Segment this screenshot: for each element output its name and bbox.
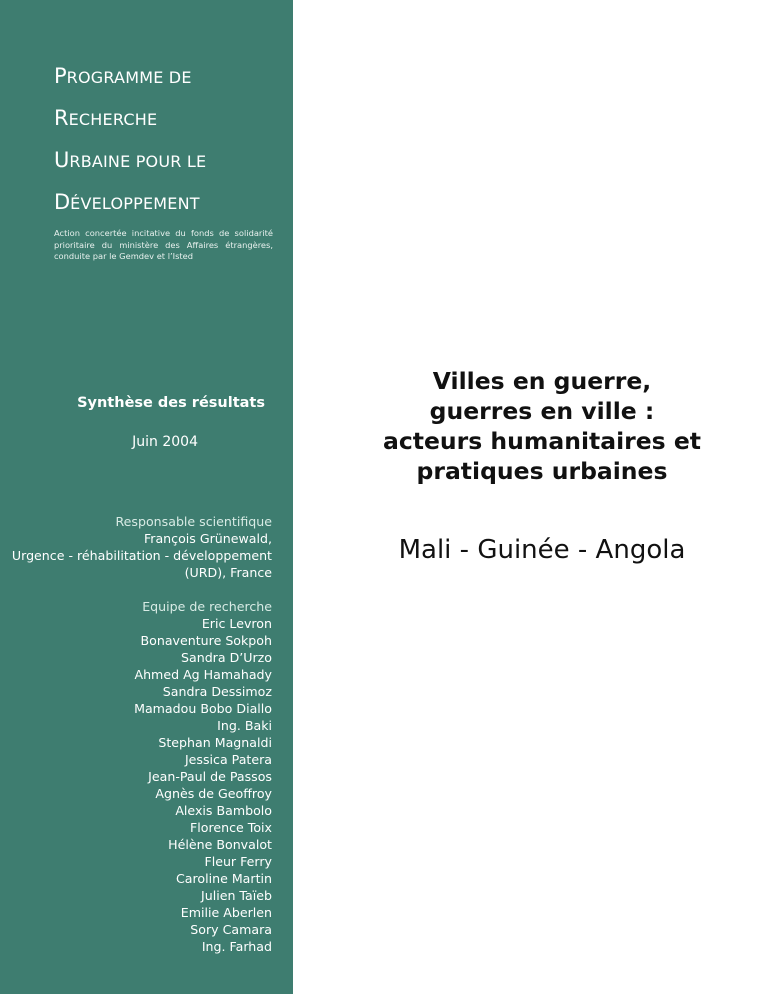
team-member: Sandra Dessimoz [162,684,272,699]
team-member: Julien Taïeb [201,888,272,903]
sidebar-panel [0,0,293,994]
responsable-org-line: Urgence - réhabilitation - développement [11,548,272,563]
program-title-initial: P [54,64,67,88]
team-member: Stephan Magnaldi [158,735,272,750]
program-title [54,54,206,222]
team-member: Ahmed Ag Hamahady [134,667,272,682]
team-member: Sandra D’Urzo [181,650,272,665]
team-block [134,598,272,955]
team-member: Hélène Bonvalot [168,837,272,852]
program-title-initial: D [54,190,71,214]
program-title-line [54,54,206,96]
team-member: Ing. Baki [217,718,272,733]
team-member: Alexis Bambolo [175,803,272,818]
publication-date: Juin 2004 [132,434,198,450]
team-member: Ing. Farhad [201,939,272,954]
program-title-rest: ECHERCHE [68,110,158,129]
program-title-rest: ROGRAMME DE [66,68,192,87]
program-title-line [54,96,206,138]
team-member: Emilie Aberlen [180,905,272,920]
report-title-line: acteurs humanitaires et [382,427,702,455]
team-member: Mamadou Bobo Diallo [134,701,272,716]
report-title-line: Villes en guerre, [432,367,652,395]
report-title-line: pratiques urbaines [416,457,668,485]
team-member: Fleur Ferry [204,854,272,869]
team-member: Jean-Paul de Passos [148,769,272,784]
program-title-line [54,138,206,180]
responsable-org-line: (URD), France [184,565,272,580]
report-title-line: guerres en ville : [429,397,655,425]
team-member: Bonaventure Sokpoh [140,633,272,648]
action-description: Action concertée incitative du fonds de solidarité prioritaire du ministère des Affaires étrangères, conduite par le Gemdev et l’Isted [54,228,273,261]
team-member: Florence Toix [190,820,272,835]
program-title-initial: R [54,106,69,130]
program-title-line [54,180,206,222]
countries-subtitle: Mali - Guinée - Angola [398,535,686,565]
team-list [134,615,272,955]
program-title-rest: ÉVELOPPEMENT [70,194,200,213]
responsable-block [12,513,272,581]
team-member: Jessica Patera [184,752,272,767]
team-member: Caroline Martin [175,871,272,886]
team-member: Agnès de Geoffroy [155,786,272,801]
team-member: Sory Camara [190,922,272,937]
synthese-heading: Synthèse des résultats [77,395,265,411]
program-title-initial: U [54,148,70,172]
team-member: Eric Levron [201,616,272,631]
program-title-rest: RBAINE POUR LE [69,152,207,171]
team-label: Equipe de recherche [142,599,272,614]
responsable-name: François Grünewald, [143,531,272,546]
report-title [372,366,712,486]
responsable-label: Responsable scientifique [115,514,272,529]
